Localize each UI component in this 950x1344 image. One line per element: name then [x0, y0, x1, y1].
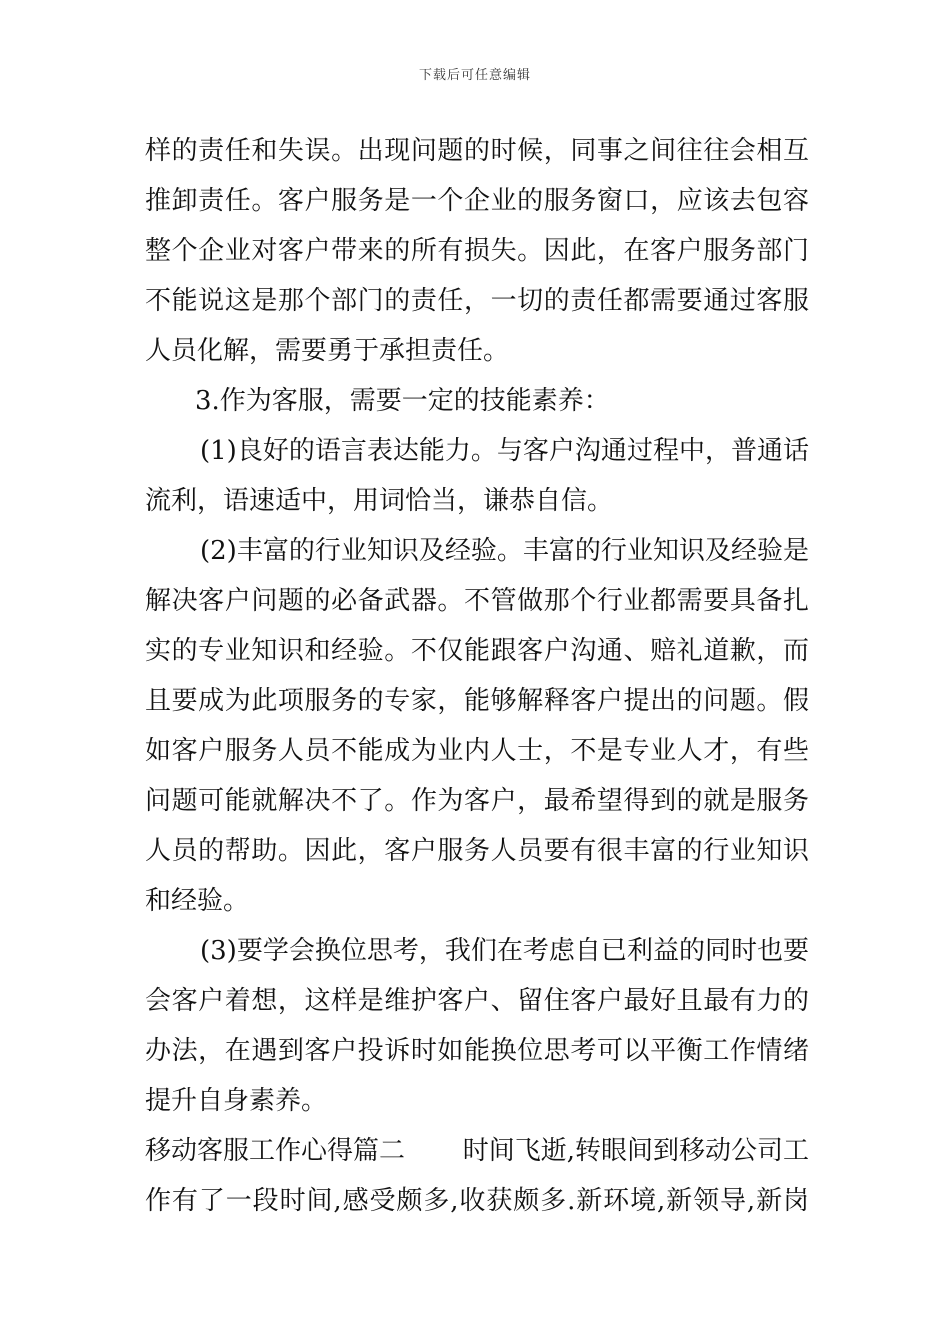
text-line: 作有了一段时间,感受颇多,收获颇多.新环境,新领导,新岗 — [145, 1186, 809, 1216]
text-line: 人员的帮助。因此，客户服务人员要有很丰富的行业知识 — [145, 836, 809, 866]
text-line: 整个企业对客户带来的所有损失。因此，在客户服务部门 — [145, 236, 809, 266]
article-title-line — [145, 1126, 809, 1176]
article-title: 移动客服工作心得篇二 — [145, 1136, 406, 1166]
text-line: 且要成为此项服务的专家，能够解释客户提出的问题。假 — [145, 686, 809, 716]
text-line: 办法，在遇到客户投诉时如能换位思考可以平衡工作情绪 — [145, 1036, 809, 1066]
text-fragment: 时间飞逝,转眼间到移动公司工 — [462, 1136, 809, 1166]
text-line: 样的责任和失误。出现问题的时候，同事之间往往会相互 — [145, 136, 809, 166]
section-heading: 3.作为客服，需要一定的技能素养： — [195, 386, 610, 416]
text-line: 问题可能就解决不了。作为客户，最希望得到的就是服务 — [145, 786, 809, 816]
text-line: (3)要学会换位思考，我们在考虑自已利益的同时也要 — [200, 936, 809, 966]
text-line: 如客户服务人员不能成为业内人士，不是专业人才，有些 — [145, 736, 809, 766]
text-line: (2)丰富的行业知识及经验。丰富的行业知识及经验是 — [200, 536, 809, 566]
text-line: 会客户着想，这样是维护客户、留住客户最好且最有力的 — [145, 986, 809, 1016]
text-line: 解决客户问题的必备武器。不管做那个行业都需要具备扎 — [145, 586, 809, 616]
text-line: 流利，语速适中，用词恰当，谦恭自信。 — [145, 486, 614, 516]
text-line: (1)良好的语言表达能力。与客户沟通过程中，普通话 — [200, 436, 809, 466]
page-header: 下载后可任意编辑 — [418, 68, 531, 83]
text-line: 和经验。 — [145, 886, 250, 916]
text-line: 实的专业知识和经验。不仅能跟客户沟通、赔礼道歉，而 — [145, 636, 809, 666]
text-line: 提升自身素养。 — [145, 1086, 328, 1116]
text-line: 不能说这是那个部门的责任，一切的责任都需要通过客服 — [145, 286, 809, 316]
text-line: 推卸责任。客户服务是一个企业的服务窗口，应该去包容 — [145, 186, 809, 216]
text-line: 人员化解，需要勇于承担责任。 — [145, 336, 510, 366]
document-body — [145, 126, 809, 1226]
